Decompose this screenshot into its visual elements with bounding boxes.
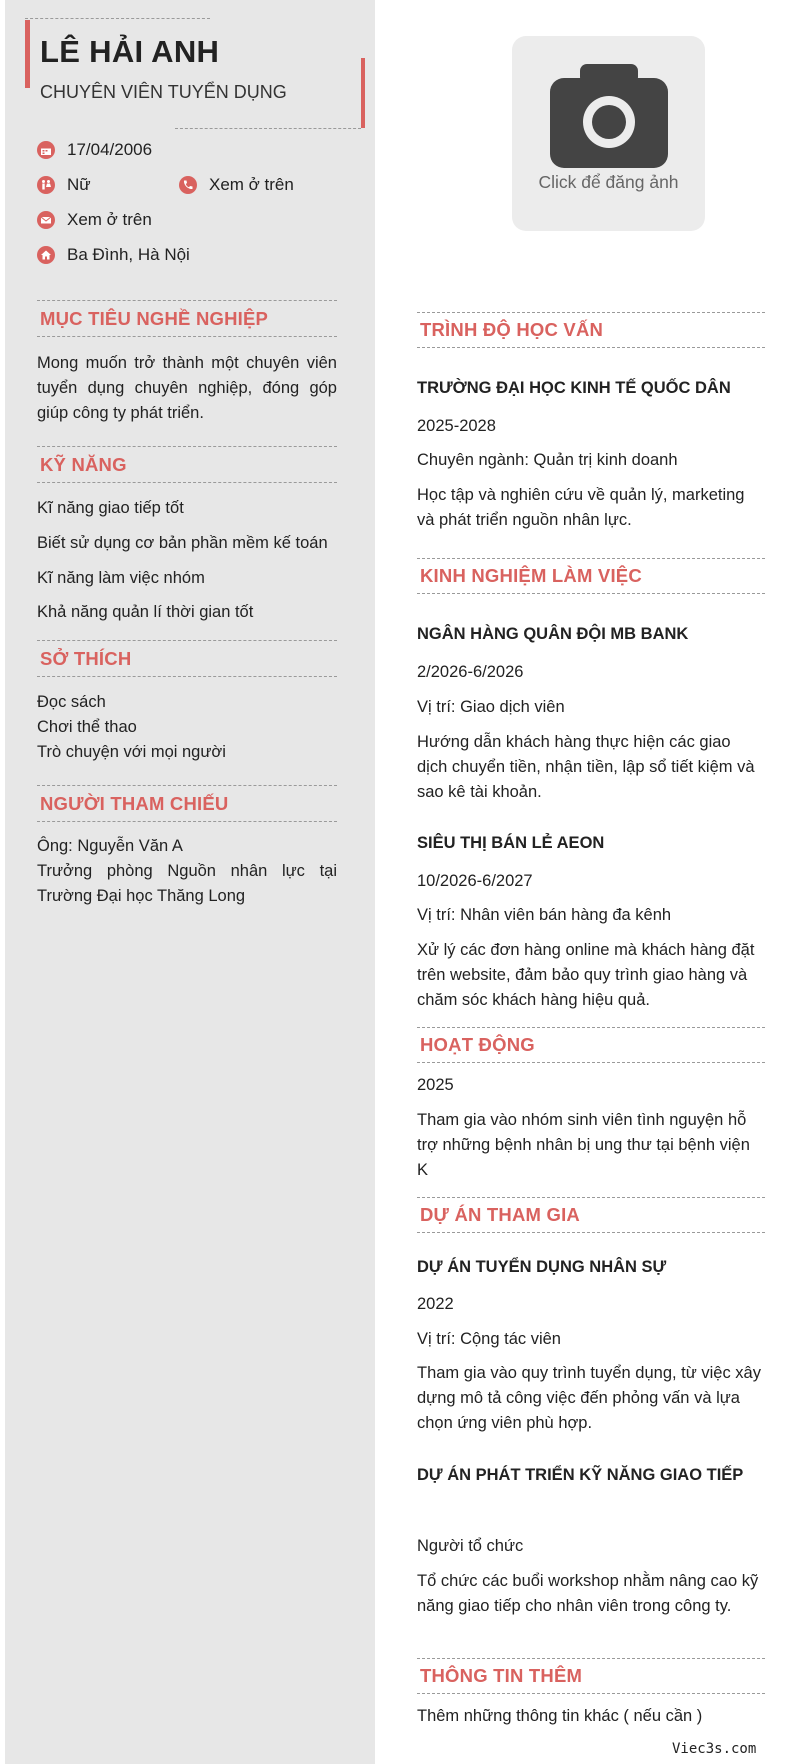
project-desc[interactable]: Tham gia vào quy trình tuyển dụng, từ việc xây dựng mô tả công việc đến phỏng vấn và lựa chọn ứng viên phù hợp. <box>417 1364 761 1432</box>
section-extra-heading <box>417 1658 765 1694</box>
section-title: DỰ ÁN THAM GIA <box>420 1204 580 1225</box>
job-desc[interactable]: Hướng dẫn khách hàng thực hiện các giao dịch chuyển tiền, nhận tiền, lập sổ tiết kiệm và sao kê tài khoản. <box>417 733 755 801</box>
photo-caption: Click để đăng ảnh <box>538 172 679 192</box>
contact-address[interactable] <box>37 245 190 265</box>
section-skills-heading <box>37 446 337 483</box>
section-title: MỤC TIÊU NGHỀ NGHIỆP <box>40 308 269 329</box>
hobby-item[interactable]: Đọc sách <box>37 693 106 711</box>
section-title: NGƯỜI THAM CHIẾU <box>40 793 229 814</box>
job-position[interactable]: Vị trí: Nhân viên bán hàng đa kênh <box>417 906 672 924</box>
address-value: Ba Đình, Hà Nội <box>67 245 190 264</box>
section-experience-heading <box>417 558 765 594</box>
job-company[interactable]: SIÊU THỊ BÁN LẺ AEON <box>417 834 605 852</box>
contact-dob[interactable] <box>37 140 152 160</box>
section-title: KỸ NĂNG <box>40 454 127 475</box>
section-references-heading <box>37 785 337 822</box>
project-role[interactable]: Người tổ chức <box>417 1537 524 1555</box>
education-period[interactable]: 2025-2028 <box>417 417 496 435</box>
section-title: HOẠT ĐỘNG <box>420 1034 535 1055</box>
envelope-icon <box>37 211 55 229</box>
reference-detail[interactable]: Trưởng phòng Nguồn nhân lực tại Trường Đại học Thăng Long <box>37 862 337 905</box>
education-school[interactable]: TRƯỜNG ĐẠI HỌC KINH TẾ QUỐC DÂN <box>417 379 731 397</box>
project-desc[interactable]: Tổ chức các buổi workshop nhằm nâng cao kỹ năng giao tiếp cho nhân viên trong công ty. <box>417 1572 759 1615</box>
divider <box>175 128 361 129</box>
skill-item[interactable]: Khả năng quản lí thời gian tốt <box>37 603 254 621</box>
contact-email[interactable] <box>37 210 152 230</box>
section-title: SỞ THÍCH <box>40 648 132 669</box>
section-objective-heading <box>37 300 337 337</box>
gender-value: Nữ <box>67 175 91 194</box>
gender-icon <box>37 176 55 194</box>
section-activities-heading <box>417 1027 765 1063</box>
job-period[interactable]: 10/2026-6/2027 <box>417 872 533 890</box>
candidate-name[interactable]: LÊ HẢI ANH <box>40 34 220 69</box>
project-role[interactable]: Vị trí: Cộng tác viên <box>417 1330 561 1348</box>
dob-value: 17/04/2006 <box>67 140 153 159</box>
accent-bar <box>361 58 365 128</box>
section-title: KINH NGHIỆM LÀM VIỆC <box>420 565 642 586</box>
section-education-heading <box>417 312 765 348</box>
activity-desc[interactable]: Tham gia vào nhóm sinh viên tình nguyện hỗ trợ những bệnh nhân bị ung thư tại bệnh viện K <box>417 1111 750 1179</box>
objective-text[interactable]: Mong muốn trở thành một chuyên viên tuyển dụng chuyên nghiệp, đóng góp giúp công ty phát triển. <box>37 354 337 422</box>
divider <box>25 18 210 19</box>
skill-item[interactable]: Biết sử dụng cơ bản phần mềm kế toán <box>37 534 328 552</box>
email-value: Xem ở trên <box>67 210 152 229</box>
calendar-icon <box>37 141 55 159</box>
education-desc[interactable]: Học tập và nghiên cứu về quản lý, marketing và phát triển nguồn nhân lực. <box>417 486 745 529</box>
job-period[interactable]: 2/2026-6/2026 <box>417 663 524 681</box>
education-major[interactable]: Chuyên ngành: Quản trị kinh doanh <box>417 451 678 469</box>
section-title: TRÌNH ĐỘ HỌC VẤN <box>420 319 604 340</box>
job-desc[interactable]: Xử lý các đơn hàng online mà khách hàng đặt trên website, đảm bảo quy trình giao hàng và chăm sóc khách hàng hiệu quả. <box>417 941 755 1009</box>
project-name[interactable]: DỰ ÁN PHÁT TRIỂN KỸ NĂNG GIAO TIẾP <box>417 1466 744 1484</box>
hobby-item[interactable]: Trò chuyện với mọi người <box>37 743 226 761</box>
home-icon <box>37 246 55 264</box>
job-position[interactable]: Vị trí: Giao dịch viên <box>417 698 565 716</box>
right-column <box>417 0 765 1764</box>
project-year[interactable]: 2022 <box>417 1295 454 1313</box>
skill-item[interactable]: Kĩ năng làm việc nhóm <box>37 569 205 587</box>
left-sidebar <box>5 0 375 1764</box>
job-company[interactable]: NGÂN HÀNG QUÂN ĐỘI MB BANK <box>417 625 689 643</box>
name-block <box>25 18 365 128</box>
job-title[interactable]: CHUYÊN VIÊN TUYỂN DỤNG <box>40 82 287 102</box>
contact-gender[interactable] <box>37 175 91 195</box>
phone-icon <box>179 176 197 194</box>
section-title: THÔNG TIN THÊM <box>420 1665 583 1686</box>
hobby-item[interactable]: Chơi thể thao <box>37 718 137 736</box>
reference-name[interactable]: Ông: Nguyễn Văn A <box>37 837 183 855</box>
skill-item[interactable]: Kĩ năng giao tiếp tốt <box>37 499 184 517</box>
accent-bar <box>25 20 30 88</box>
section-hobbies-heading <box>37 640 337 677</box>
section-projects-heading <box>417 1197 765 1233</box>
project-name[interactable]: DỰ ÁN TUYỂN DỤNG NHÂN SỰ <box>417 1258 667 1276</box>
phone-value: Xem ở trên <box>209 175 294 194</box>
contact-phone[interactable] <box>179 175 294 195</box>
footer-brand: Viec3s.com <box>672 1741 757 1757</box>
extra-text[interactable]: Thêm những thông tin khác ( nếu cần ) <box>417 1707 703 1725</box>
activity-year[interactable]: 2025 <box>417 1076 454 1094</box>
